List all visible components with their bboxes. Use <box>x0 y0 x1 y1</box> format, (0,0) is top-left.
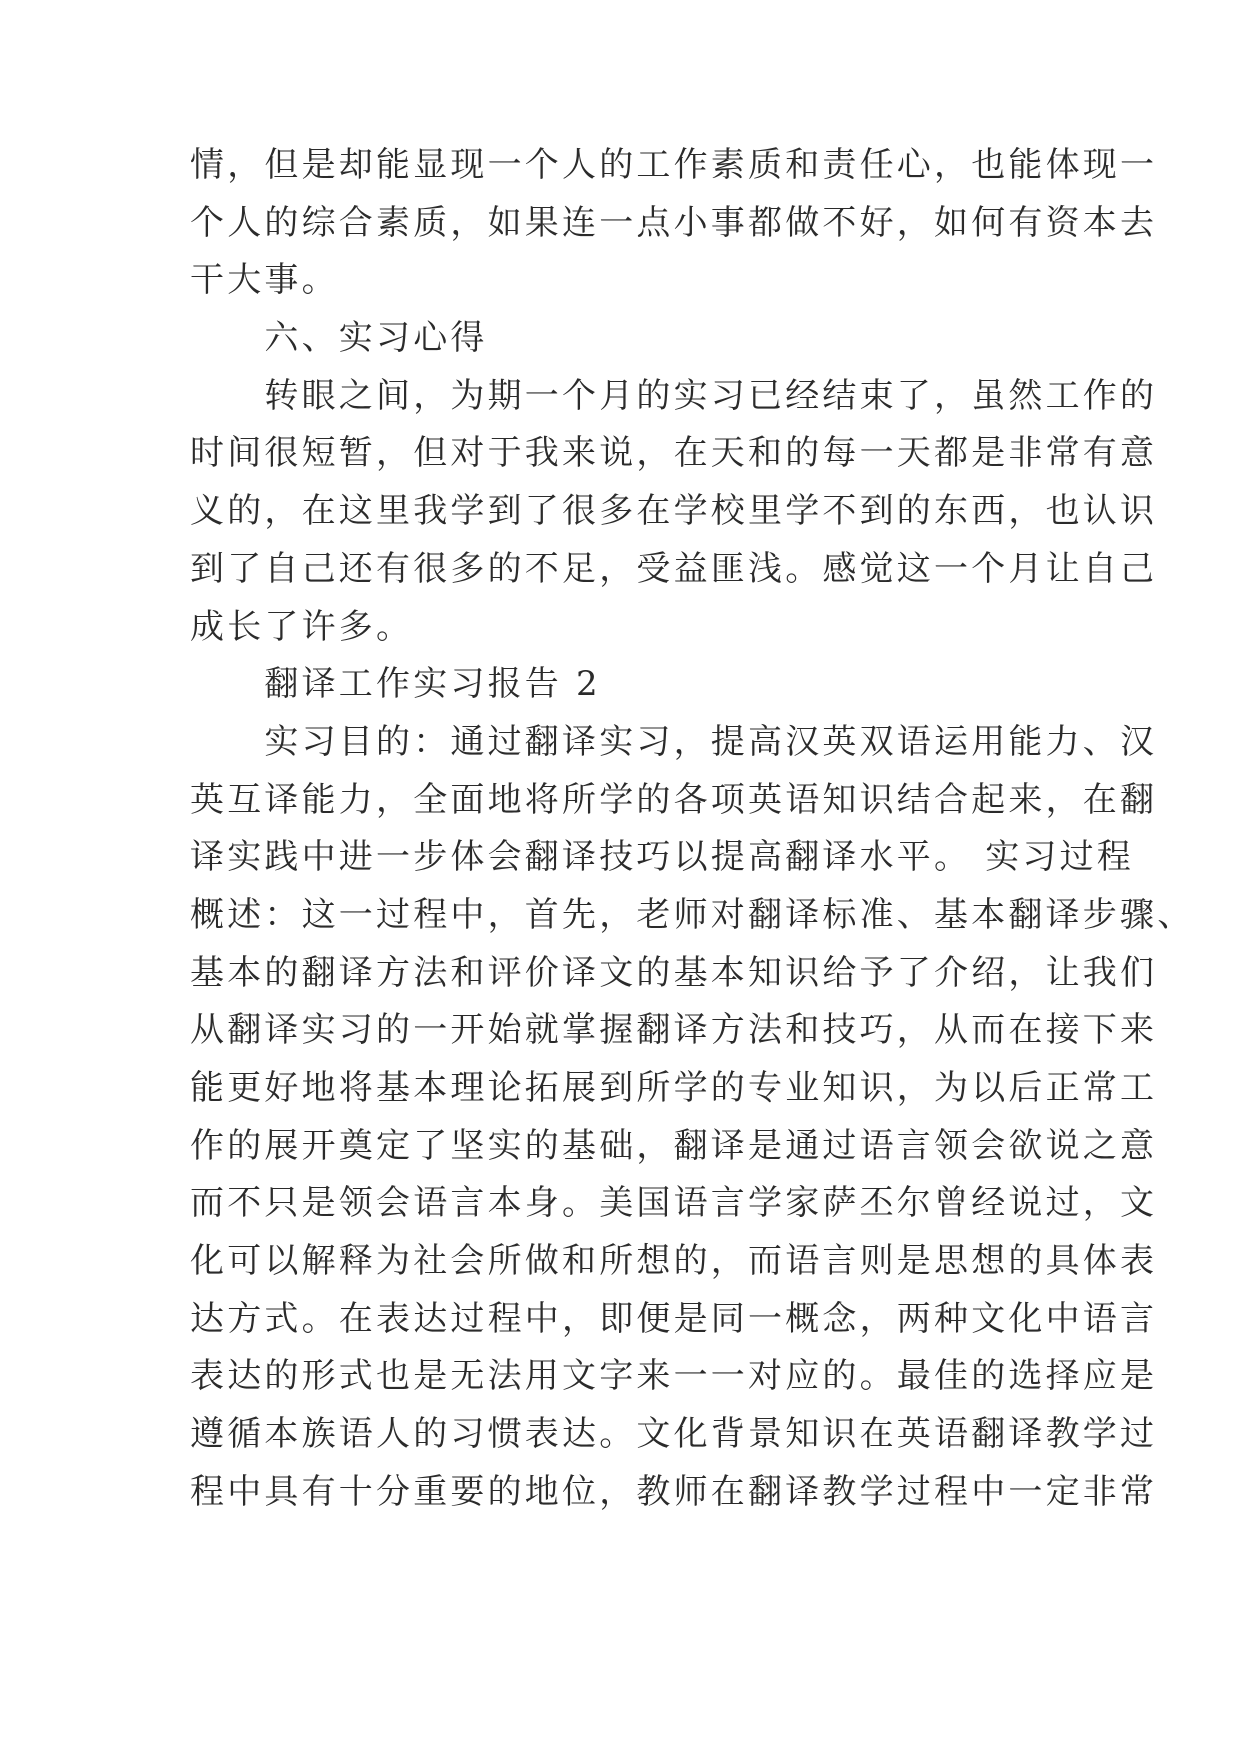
text-line: 时间很短暂，但对于我来说，在天和的每一天都是非常有意 <box>190 433 1158 474</box>
text-line: 作的展开奠定了坚实的基础，翻译是通过语言领会欲说之意 <box>190 1125 1158 1166</box>
text-line: 达方式。在表达过程中，即便是同一概念，两种文化中语言 <box>190 1298 1158 1339</box>
text-line: 从翻译实习的一开始就掌握翻译方法和技巧，从而在接下来 <box>190 1010 1158 1051</box>
text-line: 干大事。 <box>190 260 339 301</box>
text-line: 化可以解释为社会所做和所想的，而语言则是思想的具体表 <box>190 1241 1158 1282</box>
text-line: 能更好地将基本理论拓展到所学的专业知识，为以后正常工 <box>190 1068 1158 1108</box>
text-line: 基本的翻译方法和评价译文的基本知识给予了介绍，让我们 <box>190 952 1158 993</box>
report-title: 翻译工作实习报告 2 <box>190 664 601 705</box>
text-line: 成长了许多。 <box>190 606 414 647</box>
text-line: 遵循本族语人的习惯表达。文化背景知识在英语翻译教学过 <box>190 1414 1158 1455</box>
text-line: 而不只是领会语言本身。美国语言学家萨丕尔曾经说过，文 <box>190 1183 1158 1224</box>
text-line: 程中具有十分重要的地位，教师在翻译教学过程中一定非常 <box>190 1471 1158 1512</box>
section-heading: 六、实习心得 <box>190 318 488 359</box>
text-line: 概述：这一过程中，首先，老师对翻译标准、基本翻译步骤、 <box>190 894 1195 935</box>
text-line: 表达的形式也是无法用文字来一一对应的。最佳的选择应是 <box>190 1356 1158 1397</box>
text-line: 译实践中进一步体会翻译技巧以提高翻译水平。 实习过程 <box>190 837 1135 878</box>
document-body <box>190 137 1195 1522</box>
text-line: 个人的综合素质，如果连一点小事都做不好，如何有资本去 <box>190 202 1158 243</box>
text-line: 到了自己还有很多的不足，受益匪浅。感觉这一个月让自己 <box>190 548 1158 589</box>
text-line: 实习目的：通过翻译实习，提高汉英双语运用能力、汉 <box>190 721 1158 762</box>
text-line: 转眼之间，为期一个月的实习已经结束了，虽然工作的 <box>190 375 1158 416</box>
text-line: 义的，在这里我学到了很多在学校里学不到的东西，也认识 <box>190 491 1158 532</box>
text-line: 情，但是却能显现一个人的工作素质和责任心，也能体现一 <box>190 145 1158 185</box>
text-line: 英互译能力，全面地将所学的各项英语知识结合起来，在翻 <box>190 779 1158 820</box>
